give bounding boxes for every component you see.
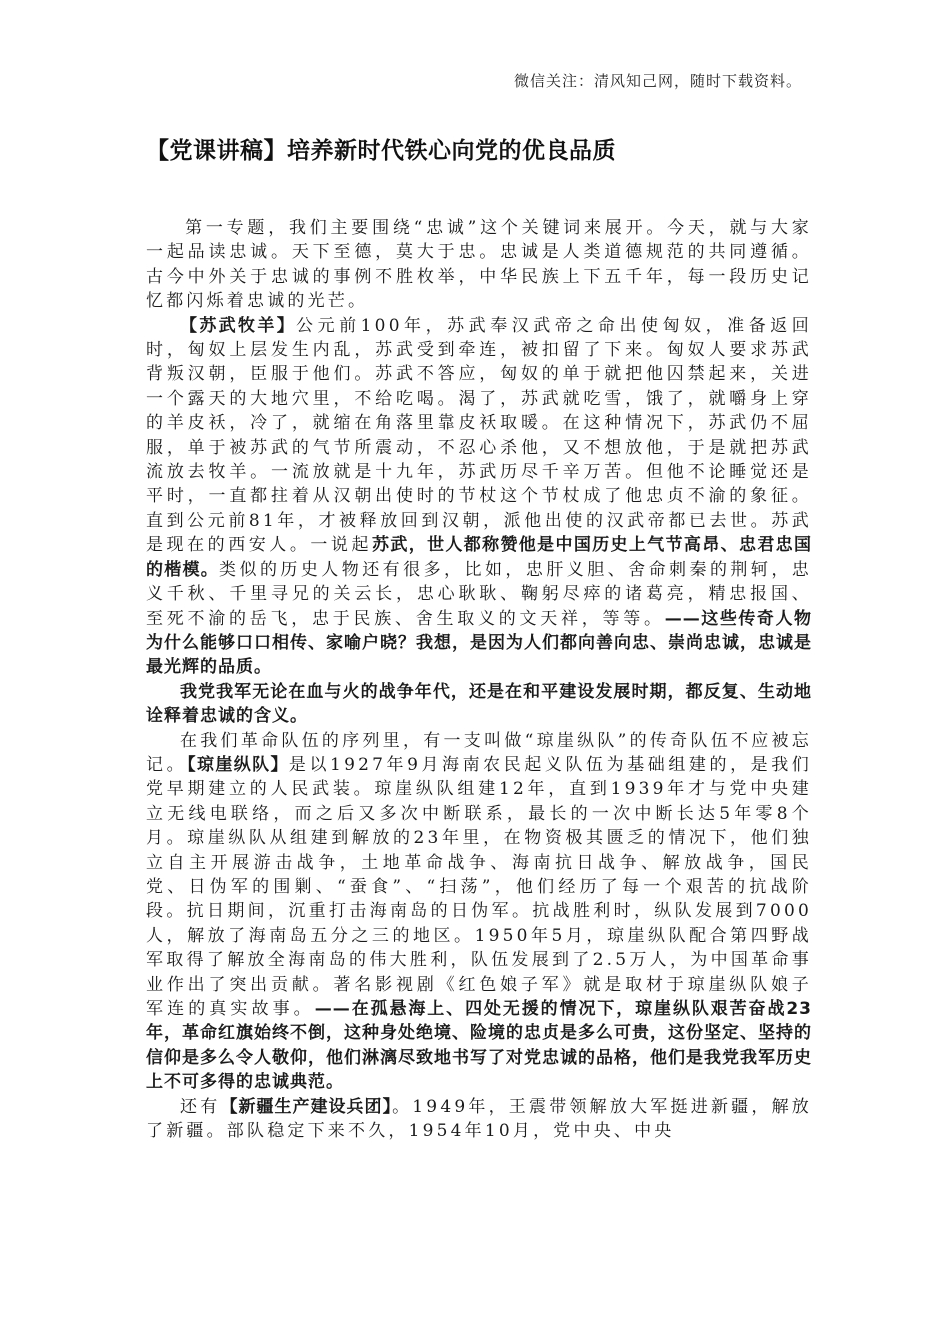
body-text: 在我们革命队伍的序列里，有一支叫做“琼崖纵队”的传奇队伍不应被忘记。 [146, 730, 812, 775]
header-note: 微信关注：清风知己网，随时下载资料。 [513, 72, 802, 90]
body-text: 公元前100年，苏武奉汉武帝之命出使匈奴，准备返回时，匈奴上层发生内乱，苏武受到牵连，被扣留了下来。匈奴人要求苏武背叛汉朝，臣服于他们。苏武不答应，匈奴的单于就把他囚禁起来，关进一个露天的大地穴里，不给吃喝。渴了，苏武就吃雪，饿了，就嚼身上穿的羊皮袄，冷了，就缩在角落里靠皮袄取暖。在这种情况下，苏武仍不屈服，单于被苏武的气节所震动，不忍心杀他，又不想放他，于是就把苏武流放去牧羊。一流放就是十九年，苏武历尽千辛万苦。但他不论睡觉还是平时，一直都拄着从汉朝出使时的节杖这个节杖成了他忠贞不渝的象征。直到公元前81年，才被释放回到汉朝，派他出使的汉武帝都已去世。苏武是现在的西安人。一说起 [146, 315, 812, 556]
bold-text: ——这些传奇人物为什么能够口口相传、家喻户晓？我想，是因为人们都向善向忠、崇尚忠诚，忠诚是最光辉的品质。 [146, 608, 813, 678]
paragraph-xinjiang [146, 1095, 812, 1144]
paragraph-intro [146, 216, 812, 314]
body-text: 类似的历史人物还有很多，比如，忠肝义胆、舍命刺秦的荆轲，忠义千秋、千里寻兄的关云长，忠心耿耿、鞠躬尽瘁的诸葛亮，精忠报国、至死不渝的岳飞，忠于民族、舍生取义的文天祥，等等。 [146, 559, 812, 629]
document-body [146, 216, 812, 1143]
paragraph-suwu [146, 314, 812, 680]
body-text: 是以1927年9月海南农民起义队伍为基础组建的，是我们党早期建立的人民武装。琼崖纵队组建12年，直到1939年才与党中央建立无线电联络，而之后又多次中断联系，最长的一次中断长达5年零8个月。琼崖纵队从组建到解放的23年里，在物资极其匮乏的情况下，他们独立自主开展游击战争，土地革命战争、海南抗日战争、解放战争，国民党、日伪军的围剿、“蚕食”、“扫荡”，他们经历了每一个艰苦的抗战阶段。抗日期间，沉重打击海南岛的日伪军。抗战胜利时，纵队发展到7000人，解放了海南岛五分之三的地区。1950年5月，琼崖纵队配合第四野战军取得了解放全海南岛的伟大胜利，队伍发展到了2.5万人，为中国革命事业作出了突出贡献。著名影视剧《红色娘子军》就是取材于琼崖纵队娘子军连的真实故事。 [146, 754, 812, 1019]
bold-text: ——在孤悬海上、四处无援的情况下，琼崖纵队艰苦奋战23年，革命红旗始终不倒，这种身处绝境、险境的忠贞是多么可贵，这份坚定、坚持的信仰是多么令人敬仰，他们淋漓尽致地书写了对党忠诚的品格，他们是我党我军历史上不可多得的忠诚典范。 [146, 999, 813, 1093]
body-text: 还有 [180, 1096, 221, 1117]
document-title: 【党课讲稿】培养新时代铁心向党的优良品质 [146, 138, 616, 164]
paragraph-army [146, 680, 812, 729]
bold-text: 【琼崖纵队】 [187, 754, 289, 775]
body-text: 第一专题，我们主要围绕“忠诚”这个关键词来展开。今天，就与大家一起品读忠诚。天下至德，莫大于忠。忠诚是人类道德规范的共同遵循。古今中外关于忠诚的事例不胜枚举，中华民族上下五千年，每一段历史记忆都闪烁着忠诚的光芒。 [146, 218, 812, 312]
bold-text: 苏武，世人都称赞他是中国历史上气节高昂、忠君忠国的楷模。 [146, 535, 813, 580]
bold-text: 我党我军无论在血与火的战争年代，还是在和平建设发展时期，都反复、生动地诠释着忠诚的含义。 [146, 681, 812, 727]
bold-text: 【苏武牧羊】 [180, 315, 297, 336]
body-text: 。1949年，王震带领解放大军挺进新疆，解放了新疆。部队稳定下来不久，1954年10月，党中央、中央 [146, 1096, 812, 1142]
paragraph-qiongya [146, 729, 812, 1095]
bold-text: 【新疆生产建设兵团】 [220, 1096, 393, 1117]
